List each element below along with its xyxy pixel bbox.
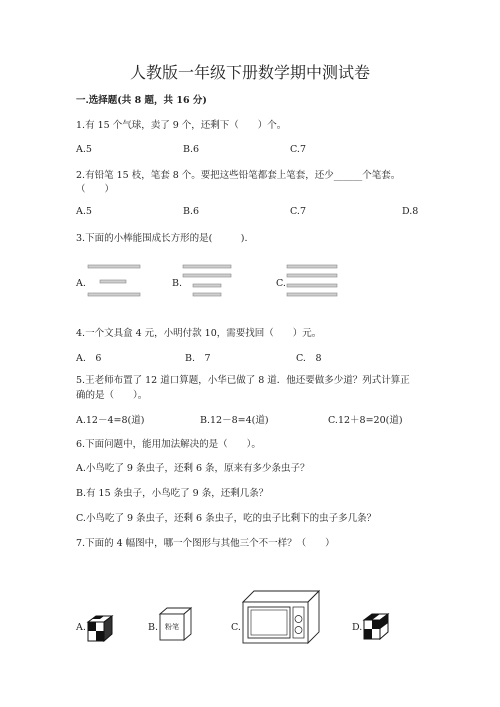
question-5-line2: 确的是（ ）。 [76, 390, 148, 401]
q7-label-a: A. [76, 622, 86, 633]
q2-option-b: B.6 [183, 206, 200, 217]
page-title: 人教版一年级下册数学期中测试卷 [129, 63, 370, 82]
q7-label-d: D. [352, 622, 363, 633]
q7-label-c: C. [231, 622, 241, 633]
q6-option-a: A.小鸟吃了 9 条虫子，还剩 6 条，原来有多少条虫子？ [76, 463, 310, 474]
q2-option-d: D.8 [402, 206, 419, 217]
q6-option-b: B.有 15 条虫子，小鸟吃了 9 条，还剩几条？ [76, 488, 269, 499]
q3-sticks-a [85, 262, 143, 302]
q5-option-b: B.12－8=4(道) [200, 415, 269, 426]
q1-option-a: A.5 [76, 144, 92, 155]
q4-option-a: A. 6 [76, 353, 102, 364]
section-heading: 一.选择题(共 8 题，共 16 分) [76, 95, 207, 106]
q7-chalk-box-label: 粉笔 [165, 623, 179, 631]
question-5-line1: 5.王老师布置了 12 道口算题，小华已做了 8 道．他还要做多少道？列式计算正 [76, 375, 410, 386]
q5-option-c: C.12＋8=20(道) [328, 415, 403, 426]
q3-label-b: B. [172, 278, 183, 289]
question-6: 6.下面问题中，能用加法解决的是（ ）。 [76, 439, 261, 450]
q7-label-b: B. [148, 622, 159, 633]
question-2-line1: 2.有铅笔 15 枝，笔套 8 个。要把这些铅笔都套上笔套，还少______个笔套。 [76, 170, 401, 181]
q3-label-c: C. [276, 278, 286, 289]
q7-microwave [240, 588, 322, 646]
q7-cube-a [86, 614, 114, 644]
q2-option-a: A.5 [76, 206, 92, 217]
q3-sticks-b [180, 262, 236, 302]
question-1: 1.有 15 个气球，卖了 9 个，还剩下（ ）个。 [76, 120, 287, 131]
q3-sticks-c [284, 262, 342, 302]
question-2-line2: （ ） [76, 184, 115, 195]
q1-option-b: B.6 [183, 144, 200, 155]
question-4: 4.一个文具盒 4 元，小明付款 10，需要找回（ ）元。 [76, 328, 322, 339]
question-7: 7.下面的 4 幅图中，哪一个图形与其他三个不一样？（ ） [76, 538, 335, 549]
q2-option-c: C.7 [290, 206, 306, 217]
q6-option-c: C.小鸟吃了 9 条虫子，还剩 6 条虫子，吃的虫子比剩下的虫子多几条？ [76, 513, 377, 524]
question-3: 3.下面的小棒能围成长方形的是( ). [76, 233, 248, 244]
q5-option-a: A.12－4=8(道) [76, 415, 145, 426]
q4-option-b: B. 7 [185, 353, 211, 364]
q3-label-a: A. [76, 278, 86, 289]
q4-option-c: C. 8 [296, 353, 322, 364]
q7-cube-d [362, 612, 390, 642]
q1-option-c: C.7 [290, 144, 306, 155]
